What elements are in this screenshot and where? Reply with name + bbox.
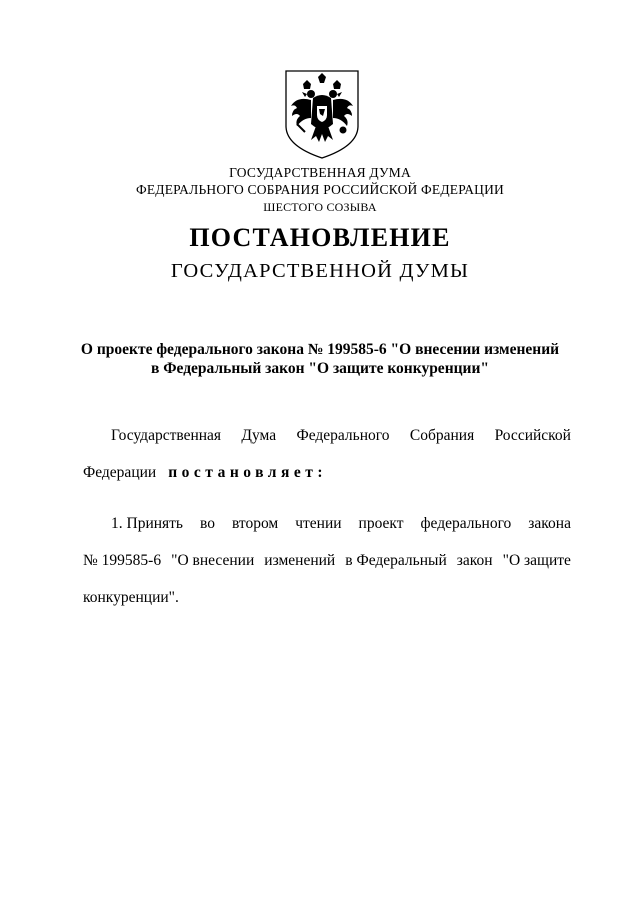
paragraph-word: во	[200, 515, 215, 532]
paragraph-word: федерального	[420, 515, 512, 532]
preamble-word: Собрания	[409, 427, 475, 444]
paragraph-word: закона	[528, 515, 571, 532]
preamble-line-2-start: Федерации	[83, 464, 157, 481]
preamble-word: Российской	[494, 427, 571, 444]
header-line-1: ГОСУДАРСТВЕННАЯ ДУМА	[229, 165, 411, 180]
paragraph-word: проект	[358, 515, 404, 532]
preamble-line-2	[83, 463, 571, 483]
subject-line-1: О проекте федерального закона № 199585-6 "О внесении изменений	[80, 341, 560, 358]
header-line-3: ШЕСТОГО СОЗЫВА	[263, 200, 377, 214]
paragraph-word: "О внесении	[171, 552, 255, 569]
paragraph-word: закон	[456, 552, 493, 569]
header-line-2: ФЕДЕРАЛЬНОГО СОБРАНИЯ РОССИЙСКОЙ ФЕДЕРАЦИИ	[136, 182, 504, 197]
paragraph-word: чтении	[295, 515, 342, 532]
subject-line-2: в Федеральный закон "О защите конкуренции"	[150, 360, 490, 377]
paragraph-word: № 199585-6	[83, 552, 162, 569]
resolves-word: постановляет:	[168, 464, 328, 481]
preamble-word: Дума	[241, 427, 277, 444]
russian-coat-of-arms-icon	[283, 68, 361, 160]
document-title: ПОСТАНОВЛЕНИЕ	[189, 223, 451, 252]
paragraph-word: в Федеральный	[345, 552, 447, 569]
preamble-word: Государственная	[111, 427, 222, 444]
paragraph-word: изменений	[264, 552, 336, 569]
paragraph-1-line-2	[83, 551, 571, 571]
preamble-line-1	[83, 426, 571, 446]
document-subtitle: ГОСУДАРСТВЕННОЙ ДУМЫ	[170, 260, 470, 282]
paragraph-1-line-1	[83, 514, 571, 534]
paragraph-word: 1. Принять	[111, 515, 184, 532]
preamble-word: Федерального	[296, 427, 390, 444]
paragraph-word: "О защите	[502, 552, 571, 569]
paragraph-1-line-3: конкуренции".	[83, 589, 179, 606]
paragraph-word: втором	[231, 515, 279, 532]
